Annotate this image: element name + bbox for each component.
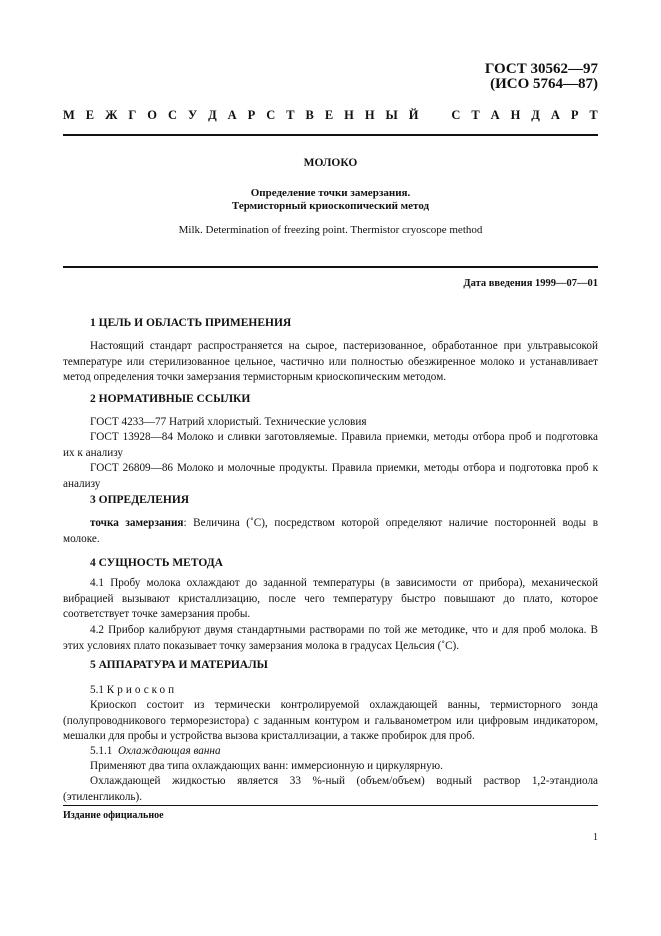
introduction-date: Дата введения 1999—07—01	[463, 278, 598, 289]
banner-letter: Т	[286, 107, 295, 122]
page-number: 1	[593, 832, 598, 843]
cooling-bath-types: Применяют два типа охлаждающих ванн: иммерсионную и циркулярную.	[90, 760, 443, 772]
banner-letter: Р	[570, 107, 579, 122]
banner-letter: Н	[510, 107, 521, 122]
gost-number: ГОСТ 30562—97	[484, 61, 598, 77]
subtitle-line-2: Термисторный криоскопический метод	[231, 200, 430, 212]
section-1-text: Настоящий стандарт распространяется на сырое, пастеризованное, обработанное при ультравысокой температуре или стерилизованное цельное, частично или полностью обезжиренное молоко и устанавливает метод определения точки замерзания термисторным криоскопическим методом.	[63, 340, 598, 384]
cryoscope-description: Криоскоп состоит из термически контролируемой охлаждающей ванны, термисторного зонда (полупроводникового терморезистора) с заданным контуром и гальванометром или цифровым индикатором, мешалки для пробы и устройства вызова кристаллизации, а также пробирок для проб.	[63, 699, 598, 743]
reference-1: ГОСТ 4233—77 Натрий хлористый. Технические условия	[90, 416, 367, 428]
banner-letter: Т	[471, 107, 480, 122]
banner-letter: Н	[364, 107, 375, 122]
banner-letter: А	[227, 107, 237, 122]
banner-letter: Ы	[385, 107, 398, 122]
iso-number: (ИСО 5764—87)	[490, 76, 598, 92]
english-title: Milk. Determination of freezing point. Thermistor cryoscope method	[178, 224, 483, 236]
banner-letter: А	[550, 107, 560, 122]
banner-letter: Т	[589, 107, 598, 122]
section-1-heading: 1 ЦЕЛЬ И ОБЛАСТЬ ПРИМЕНЕНИЯ	[90, 317, 292, 329]
banner-letter: Д	[208, 107, 217, 122]
title-rule	[63, 266, 598, 268]
section-4-heading: 4 СУЩНОСТЬ МЕТОДА	[90, 557, 223, 569]
clause-5-1-name: Криоскоп	[106, 684, 178, 696]
banner-letter: Р	[247, 107, 256, 122]
definition-text: : Величина (˚С), посредством которой определяют наличие посторонней воды в молоке.	[63, 517, 598, 545]
standard-number-block	[485, 62, 598, 92]
cooling-liquid: Охлаждающей жидкостью является 33 %-ный (объем/объем) водный раствор 1,2-этандиола (этиленгликоль).	[63, 775, 598, 803]
definition-term: точка замерзания	[90, 517, 184, 529]
banner-letter: У	[187, 107, 198, 122]
banner-letter: С	[167, 107, 178, 122]
interstate-standard-banner	[63, 107, 598, 123]
reference-3: ГОСТ 26809—86 Молоко и молочные продукты. Правила приемки, методы отбора и подготовка проб к анализу	[63, 462, 598, 490]
header-rule	[63, 134, 598, 136]
banner-letter: Н	[344, 107, 354, 122]
subtitle-line-1: Определение точки замерзания.	[250, 187, 411, 199]
banner-letter: Ж	[105, 107, 118, 122]
footer-rule	[63, 805, 598, 806]
clause-5-1-1-number: 5.1.1	[90, 745, 113, 757]
banner-letter: А	[490, 107, 500, 122]
banner-letter: Й	[408, 107, 419, 122]
clause-4-1: 4.1 Пробу молока охлаждают до заданной температуры (в зависимости от прибора), механической вибрацией вызывают кристаллизацию, после чего температуру быстро повышают до плато, которое соответствует точке замерзания пробы.	[63, 577, 598, 621]
clause-5-1-number: 5.1	[90, 684, 104, 696]
banner-letter: В	[305, 107, 314, 122]
banner-letter: Д	[531, 107, 540, 122]
banner-letter: Г	[128, 107, 137, 122]
clause-5-1-1-title	[63, 744, 598, 760]
clause-4-2: 4.2 Прибор калибруют двумя стандартными растворами по той же методике, что и для проб молока. В этих условиях плато показывает точку замерзания молока в градусах Цельсия (˚С).	[63, 624, 598, 652]
clause-5-1-title	[63, 683, 598, 699]
clause-5-1-1-name: Охлаждающая ванна	[117, 745, 221, 757]
section-3-heading: 3 ОПРЕДЕЛЕНИЯ	[90, 494, 190, 506]
banner-letter: Е	[85, 107, 95, 122]
banner-letter: Е	[324, 107, 334, 122]
banner-letter: М	[63, 107, 75, 122]
banner-letter: С	[266, 107, 276, 122]
official-edition-label: Издание официальное	[63, 810, 164, 821]
reference-2: ГОСТ 13928—84 Молоко и сливки заготовляемые. Правила приемки, методы отбора проб и подготовка их к анализу	[63, 431, 598, 459]
banner-letter: О	[147, 107, 158, 122]
section-5-heading: 5 АППАРАТУРА И МАТЕРИАЛЫ	[90, 659, 268, 671]
definition-paragraph	[63, 516, 598, 547]
banner-letter: С	[451, 107, 461, 122]
section-2-heading: 2 НОРМАТИВНЫЕ ССЫЛКИ	[90, 393, 251, 405]
document-subtitle	[63, 187, 598, 213]
document-title: МОЛОКО	[303, 157, 358, 169]
